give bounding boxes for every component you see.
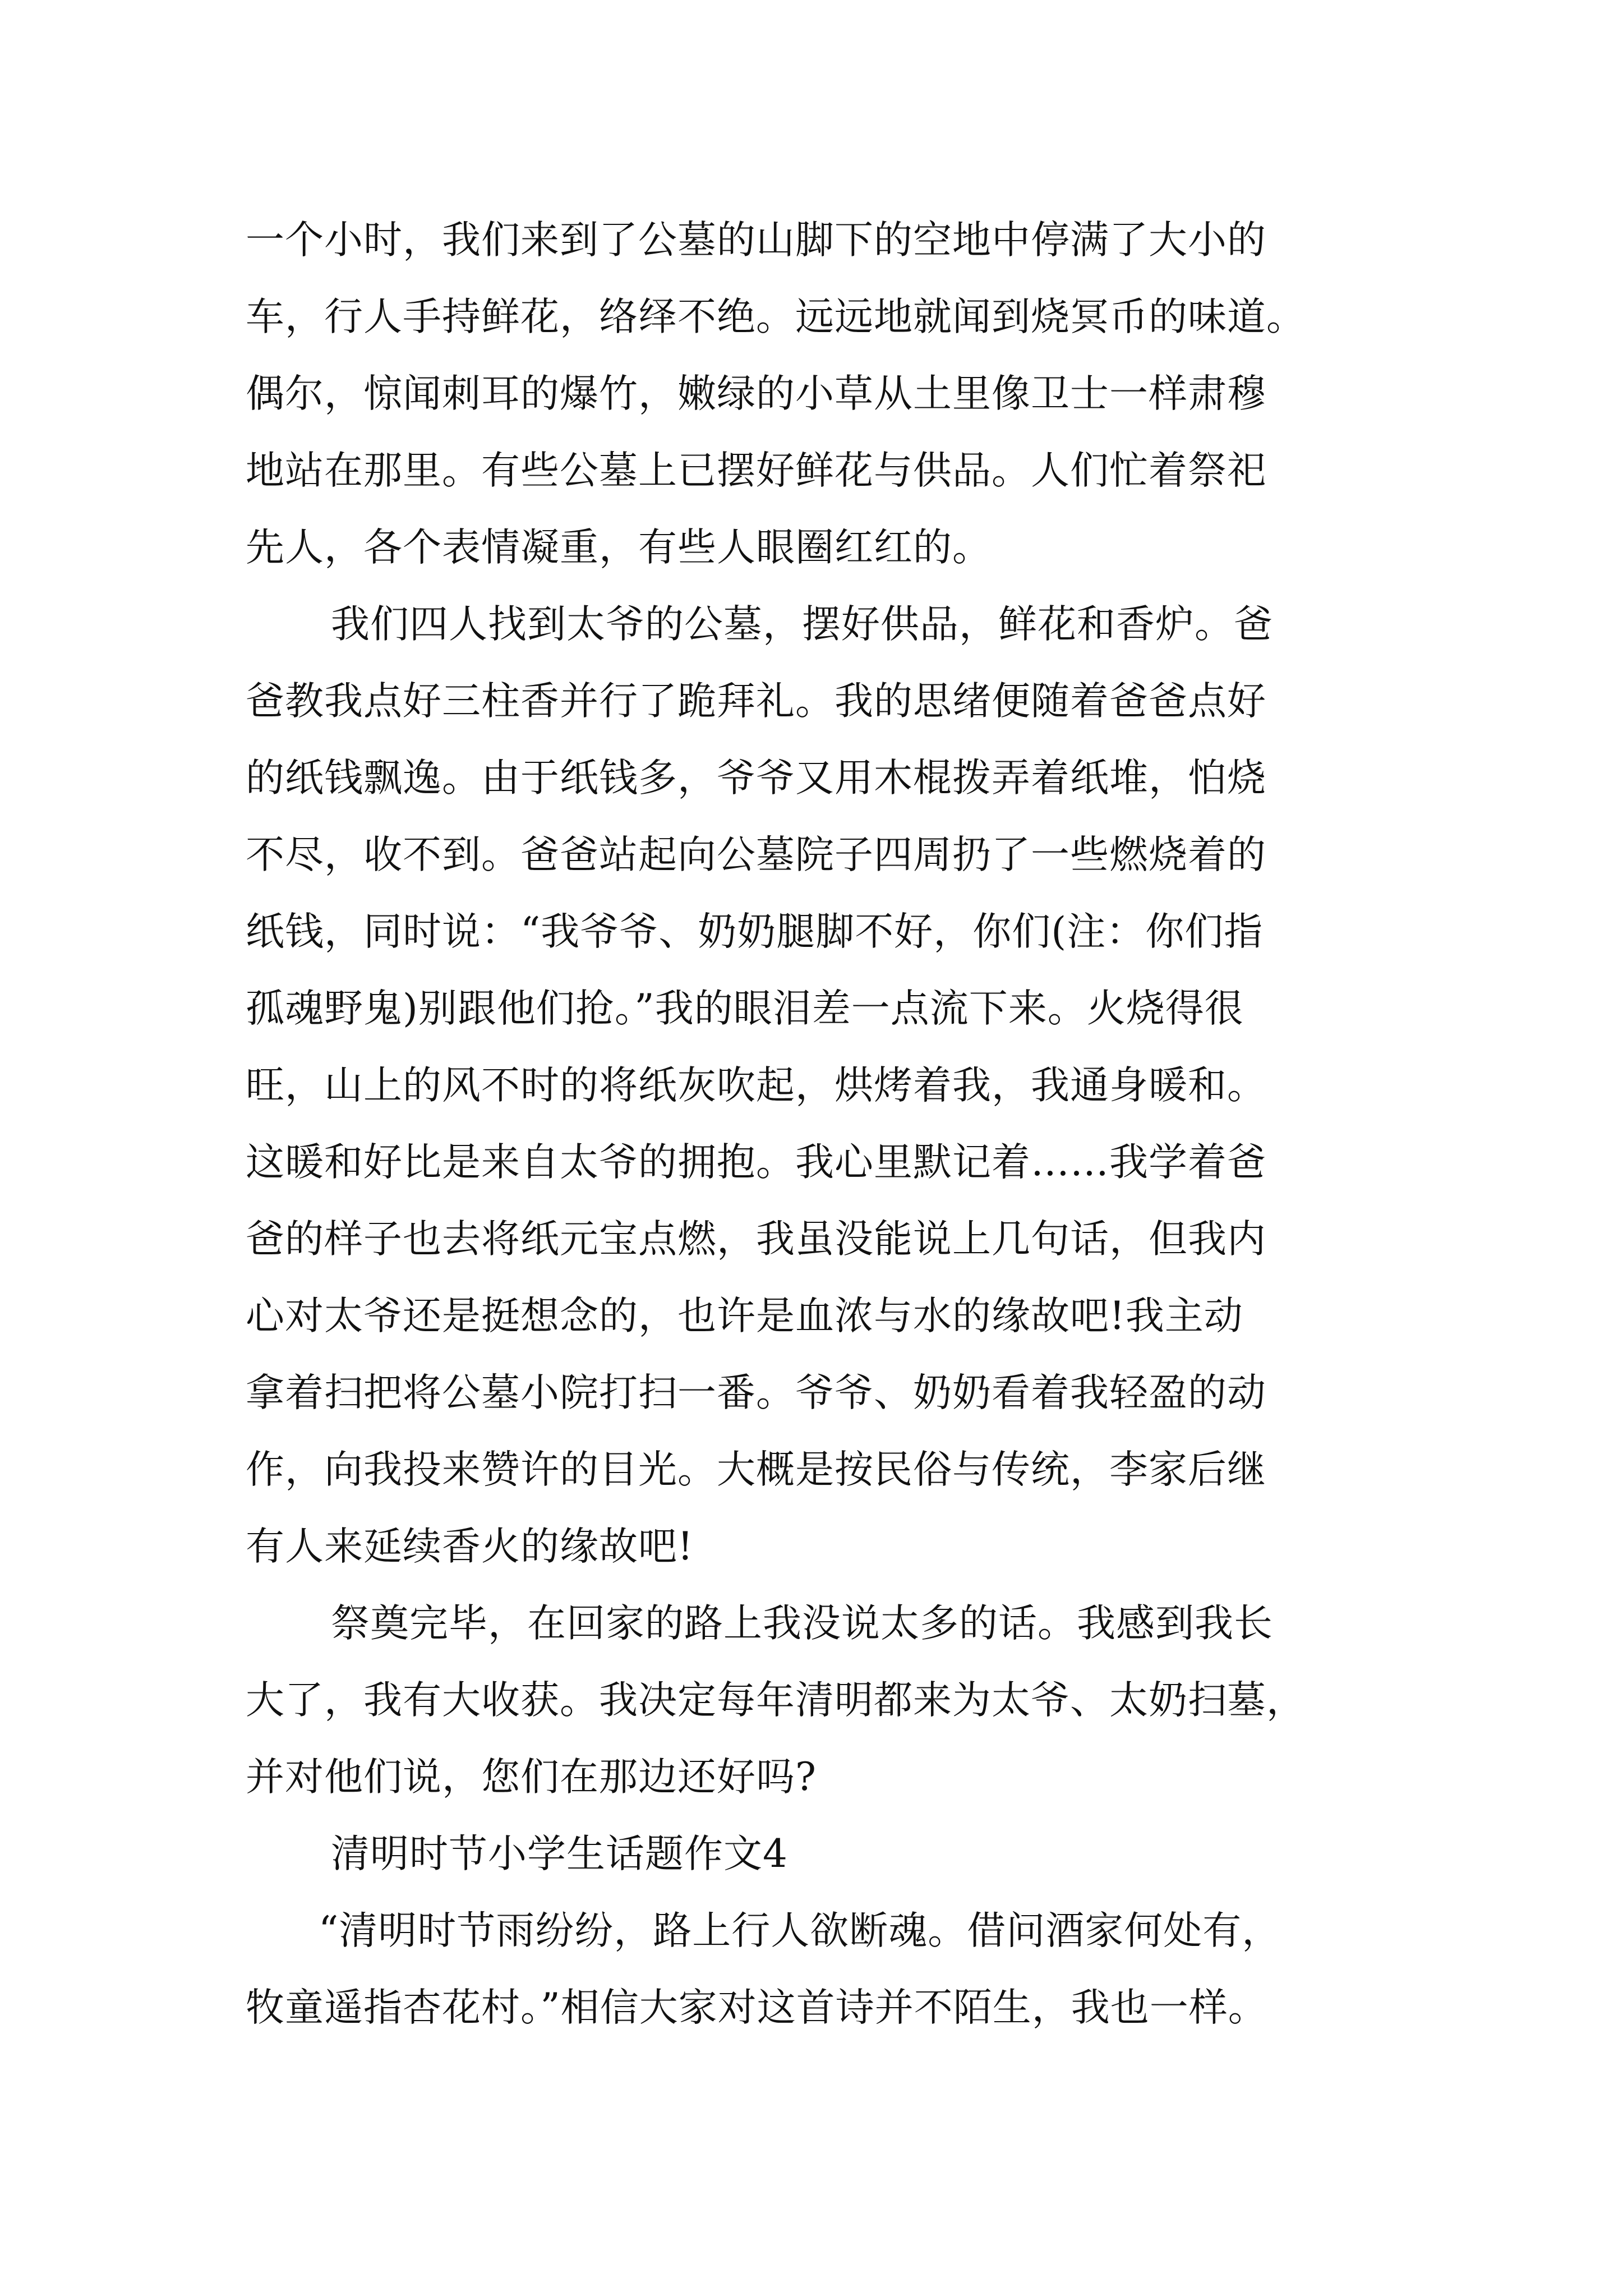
paragraph-line: 车，行人手持鲜花，络绎不绝。远远地就闻到烧冥币的味道。 [246,295,1306,339]
paragraph-line: 作，向我投来赞许的目光。大概是按民俗与传统，李家后继 [246,1447,1266,1492]
paragraph-line: 拿着扫把将公墓小院打扫一番。爷爷、奶奶看着我轻盈的动 [246,1370,1266,1415]
paragraph-line: 偶尔，惊闻刺耳的爆竹，嫩绿的小草从土里像卫士一样肃穆 [246,371,1266,416]
paragraph-line: 爸教我点好三柱香并行了跪拜礼。我的思绪便随着爸爸点好 [246,679,1266,724]
paragraph-line: “清明时节雨纷纷，路上行人欲断魂。借问酒家何处有， [319,1908,1281,1953]
essay-body [246,202,1412,2046]
essay-heading: 清明时节小学生话题作文4 [331,1832,788,1876]
paragraph-line: 纸钱，同时说：“我爷爷、奶奶腿脚不好，你们(注：你们指 [246,909,1264,954]
paragraph-line: 大了，我有大收获。我决定每年清明都来为太爷、太奶扫墓， [246,1678,1306,1723]
paragraph-line: 爸的样子也去将纸元宝点燃，我虽没能说上几句话，但我内 [246,1217,1266,1262]
paragraph-line: 不尽，收不到。爸爸站起向公墓院子四周扔了一些燃烧着的 [246,832,1266,877]
paragraph-line: 旺，山上的风不时的将纸灰吹起，烘烤着我，我通身暖和。 [246,1063,1266,1108]
paragraph-line: 一个小时，我们来到了公墓的山脚下的空地中停满了大小的 [246,218,1266,263]
paragraph-line: 孤魂野鬼)别跟他们抢。”我的眼泪差一点流下来。火烧得很 [246,986,1244,1031]
paragraph-line: 先人，各个表情凝重，有些人眼圈红红的。 [246,525,992,570]
paragraph-line: 地站在那里。有些公墓上已摆好鲜花与供品。人们忙着祭祀 [246,448,1266,493]
paragraph-line: 的纸钱飘逸。由于纸钱多，爷爷又用木棍拨弄着纸堆，怕烧 [246,756,1266,800]
paragraph-line: 祭奠完毕，在回家的路上我没说太多的话。我感到我长 [331,1601,1273,1646]
paragraph-line: 并对他们说，您们在那边还好吗? [246,1755,817,1800]
paragraph-line: 心对太爷还是挺想念的，也许是血浓与水的缘故吧!我主动 [246,1294,1243,1338]
paragraph-line: 这暖和好比是来自太爷的拥抱。我心里默记着……我学着爸 [246,1140,1266,1185]
paragraph-line: 有人来延续香火的缘故吧! [246,1524,694,1569]
paragraph-line: 牧童遥指杏花村。”相信大家对这首诗并不陌生，我也一样。 [246,1985,1267,2030]
paragraph-line: 我们四人找到太爷的公墓，摆好供品，鲜花和香炉。爸 [331,602,1273,647]
